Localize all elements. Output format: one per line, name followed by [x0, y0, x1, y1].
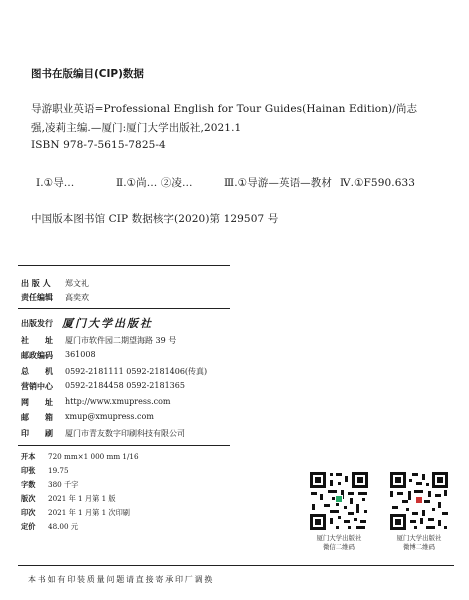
cip-categories	[36, 175, 415, 190]
word-count-label: 字数	[21, 480, 36, 489]
wechat-qr-caption	[304, 533, 374, 551]
marketing-label: 营销中心	[21, 382, 53, 391]
divider	[18, 565, 454, 566]
website-value: http://www.xmupress.com	[65, 397, 171, 406]
print-quality-note: 本书如有印装质量问题请直接寄承印厂调换	[28, 575, 215, 584]
distributor-label: 出版发行	[21, 319, 53, 328]
printing-value: 2021 年 1 月第 1 次印刷	[48, 508, 130, 517]
edition-label: 版次	[21, 494, 36, 503]
sheets-label: 印张	[21, 466, 36, 475]
publisher-person-label: 出 版 人	[21, 279, 51, 288]
publisher-person-value: 郑文礼	[65, 279, 89, 288]
format-label: 开本	[21, 452, 36, 461]
sheets-value: 19.75	[48, 466, 69, 475]
qr-caption-line: 厦门大学出版社	[316, 534, 362, 542]
cip-bibliographic-line-1: 导游职业英语=Professional English for Tour Guides(Hainan Edition)/尚志	[31, 103, 418, 115]
publisher-name: 厦门大学出版社	[62, 317, 153, 330]
postcode-value: 361008	[65, 350, 96, 359]
weibo-qr-caption	[384, 533, 454, 551]
qr-code-icon	[308, 470, 370, 532]
edition-value: 2021 年 1 月第 1 版	[48, 494, 116, 503]
qr-caption-line: 微博二维码	[403, 543, 435, 551]
cip-isbn: ISBN 978-7-5615-7825-4	[31, 139, 166, 151]
wechat-qr-code	[308, 470, 370, 532]
price-label: 定价	[21, 522, 36, 531]
cip-category-3: Ⅲ.①导游—英语—教材	[224, 177, 332, 189]
word-count-value: 380 千字	[48, 480, 79, 489]
marketing-value: 0592-2184458 0592-2181365	[65, 381, 185, 390]
editor-value: 高奕欢	[65, 293, 89, 302]
cip-category-2: Ⅱ.①尚… ②凌…	[116, 177, 193, 189]
editor-label: 责任编辑	[21, 293, 53, 302]
switchboard-label: 总 机	[21, 367, 53, 376]
website-label: 网 址	[21, 398, 53, 407]
format-value: 720 mm×1 000 mm 1/16	[48, 452, 139, 461]
qr-caption-line: 微信二维码	[323, 543, 355, 551]
cip-category-1: Ⅰ.①导…	[36, 177, 75, 189]
email-label: 邮 箱	[21, 413, 53, 422]
printer-label: 印 刷	[21, 429, 53, 438]
weibo-qr-code	[388, 470, 450, 532]
switchboard-value: 0592-2181111 0592-2181406(传真)	[65, 367, 208, 376]
cip-record-number: 中国版本图书馆 CIP 数据核字(2020)第 129507 号	[31, 213, 279, 225]
divider	[18, 445, 230, 446]
price-value: 48.00 元	[48, 522, 79, 531]
qr-caption-line: 厦门大学出版社	[396, 534, 442, 542]
cip-category-4: Ⅳ.①F590.633	[340, 177, 416, 189]
postcode-label: 邮政编码	[21, 351, 53, 360]
divider	[18, 265, 230, 266]
printing-label: 印次	[21, 508, 36, 517]
qr-code-icon	[388, 470, 450, 532]
printer-value: 厦门市青友数字印刷科技有限公司	[65, 429, 185, 438]
cip-bibliographic-line-2: 强,凌莉主编.—厦门:厦门大学出版社,2021.1	[31, 122, 242, 134]
cip-title: 图书在版编目(CIP)数据	[31, 68, 144, 80]
divider	[18, 308, 230, 309]
address-value: 厦门市软件园二期望海路 39 号	[65, 336, 177, 345]
email-value: xmup@xmupress.com	[65, 412, 154, 421]
address-label: 社 址	[21, 336, 53, 345]
